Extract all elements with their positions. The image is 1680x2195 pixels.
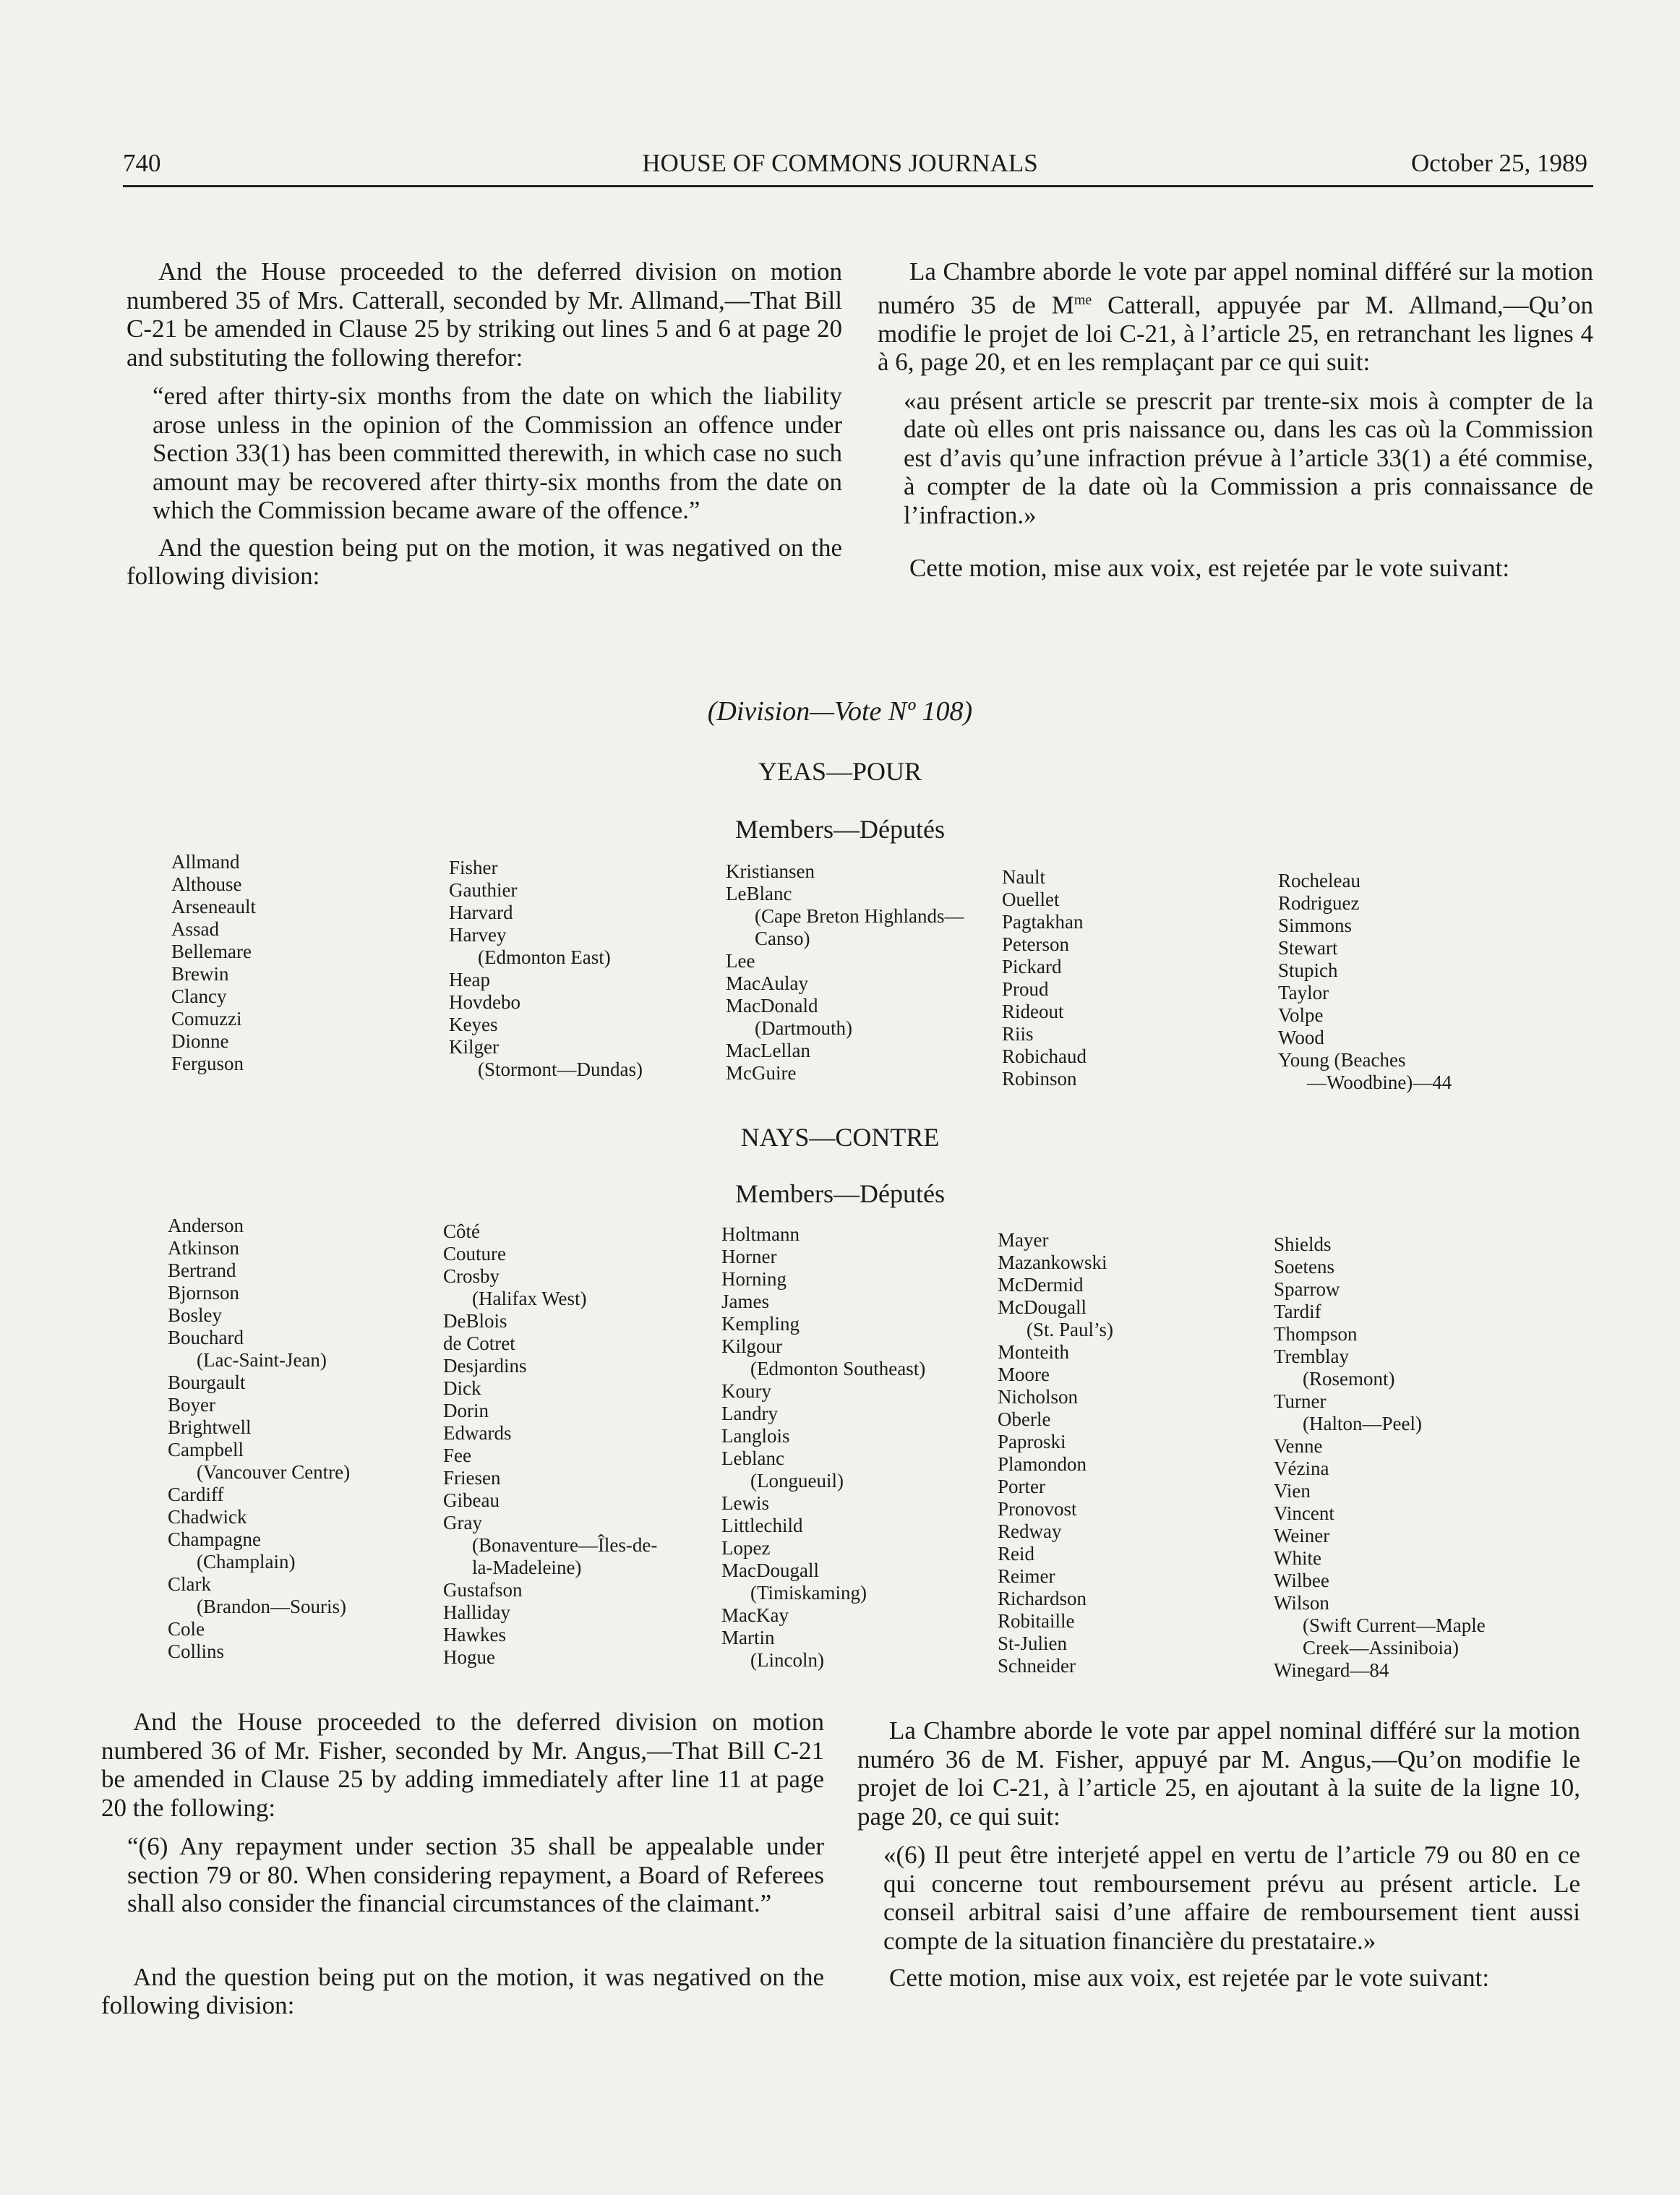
member-name: Monteith (998, 1341, 1069, 1363)
member-name: Côté (443, 1220, 480, 1242)
member-riding: (Champlain) (197, 1551, 296, 1573)
member-riding: (Timiskaming) (750, 1582, 867, 1604)
member-riding: Creek—Assiniboia) (1303, 1637, 1459, 1659)
yeas-column-1 (171, 851, 256, 1075)
nays-column-2 (443, 1220, 657, 1669)
member-name: Kempling (721, 1313, 800, 1335)
member-name: Atkinson (168, 1237, 240, 1259)
member-name: Riis (1002, 1023, 1034, 1045)
motion-35-quote-en: “ered after thirty-six months from the date on which the liability arose unless in the opinion of the Commission an offence under Section 33(1) has been committed therewith, in which case no such amount may be recovered after thirty-six months from the date on which the Commission became aware of the offence.” (153, 382, 842, 524)
member-name: Althouse (171, 873, 242, 895)
member-name: Vien (1274, 1480, 1311, 1502)
member-name: de Cotret (443, 1332, 515, 1354)
member-name: MacDougall (721, 1559, 819, 1581)
motion-35-intro-fr-a: La Chambre aborde le vote par appel nominal différé sur la motion numéro 35 de M (878, 257, 1593, 320)
member-name: Cole (168, 1618, 205, 1640)
member-name: Dick (443, 1377, 481, 1399)
member-name: Pronovost (998, 1498, 1077, 1520)
member-name: Kristiansen (726, 860, 815, 882)
member-name: Gray (443, 1512, 482, 1533)
member-name: Redway (998, 1520, 1062, 1542)
motion-35-question-fr: Cette motion, mise aux voix, est rejetée par le vote suivant: (909, 554, 1510, 583)
member-name: Paproski (998, 1431, 1066, 1452)
member-name: Simmons (1278, 915, 1353, 936)
member-name: Rideout (1002, 1001, 1064, 1022)
member-name: Robinson (1002, 1068, 1077, 1090)
member-name: Fisher (449, 857, 498, 878)
motion-35-intro-fr (878, 257, 1593, 377)
header-rule (123, 185, 1593, 187)
member-name: Horning (721, 1268, 787, 1290)
member-name: Clark (168, 1573, 211, 1595)
member-name: Crosby (443, 1265, 500, 1287)
yeas-column-5 (1278, 870, 1452, 1094)
member-riding: (Stormont—Dundas) (478, 1058, 643, 1080)
member-name: St-Julien (998, 1633, 1068, 1654)
member-name: Couture (443, 1243, 506, 1265)
member-riding: (St. Paul’s) (1027, 1319, 1114, 1340)
member-name: Brightwell (168, 1416, 252, 1438)
member-name: Porter (998, 1476, 1045, 1497)
yeas-column-2 (449, 857, 643, 1081)
motion-35-french (878, 257, 1593, 583)
member-riding: (Vancouver Centre) (197, 1461, 351, 1483)
member-name: Nault (1002, 866, 1045, 888)
member-name: Martin (721, 1627, 775, 1648)
member-name: Friesen (443, 1467, 501, 1489)
member-name: Harvey (449, 924, 507, 946)
member-name: Campbell (168, 1439, 244, 1460)
motion-36-english (101, 1708, 824, 2020)
member-riding: (Swift Current—Maple (1303, 1614, 1486, 1636)
member-name: McDermid (998, 1274, 1084, 1296)
member-name: Wood (1278, 1027, 1324, 1048)
member-name: Collins (168, 1640, 225, 1662)
member-name: Winegard—84 (1274, 1659, 1389, 1681)
member-name: Koury (721, 1380, 771, 1402)
member-name: Heap (449, 969, 490, 990)
member-name: Ouellet (1002, 889, 1060, 910)
member-name: Langlois (721, 1425, 790, 1447)
member-name: Nicholson (998, 1386, 1078, 1408)
member-name: Wilson (1274, 1592, 1329, 1614)
journal-date: October 25, 1989 (1411, 149, 1587, 177)
member-name: Bourgault (168, 1372, 246, 1393)
member-name: Lopez (721, 1537, 771, 1559)
member-name: Fee (443, 1445, 471, 1466)
member-riding: (Bonaventure—Îles-de- (472, 1534, 658, 1556)
member-name: Thompson (1274, 1323, 1358, 1345)
page-number: 740 (123, 149, 161, 177)
member-name: Comuzzi (171, 1008, 242, 1030)
motion-36-intro-en: And the House proceeded to the deferred division on motion numbered 36 of Mr. Fisher, seconded by Mr. Angus,—That Bill C-21 be amended in Clause 25 by adding immediately after line 11 at page 20 the following: (101, 1708, 824, 1822)
member-name: Bosley (168, 1304, 223, 1326)
motion-35-intro-en: And the House proceeded to the deferred division on motion numbered 35 of Mrs. Catterall, seconded by Mr. Allmand,—That Bill C-21 be amended in Clause 25 by striking out lines 5 and 6 at page 20 and substituting the following therefor: (127, 257, 842, 372)
member-riding: Canso) (755, 928, 810, 949)
member-name: Oberle (998, 1408, 1051, 1430)
member-name: Schneider (998, 1655, 1076, 1677)
member-name: Stupich (1278, 959, 1338, 981)
motion-35-quote-fr: «au présent article se prescrit par trente-six mois à compter de la date où elles ont pris naissance ou, dans les cas où la Commission est d’avis qu’une infraction prévue à l’article 33(1) a été commise, à compter de la date où la Commission a pris connaissance de l’infraction.» (904, 386, 1593, 529)
member-name: Edwards (443, 1422, 512, 1444)
division-title: (Division—Vote Nº 108) (707, 696, 973, 727)
member-name: Halliday (443, 1601, 510, 1623)
member-name: Shields (1274, 1233, 1332, 1255)
member-name: Bellemare (171, 941, 252, 962)
member-name: Peterson (1002, 933, 1069, 955)
member-name: Landry (721, 1403, 778, 1424)
member-name: Proud (1002, 978, 1049, 1000)
member-riding: (Halton—Peel) (1303, 1413, 1422, 1434)
member-riding: —Woodbine)—44 (1307, 1071, 1452, 1093)
member-name: Kilger (449, 1036, 499, 1058)
member-name: MacDonald (726, 995, 818, 1017)
member-riding: (Edmonton East) (478, 946, 611, 968)
member-name: Soetens (1274, 1256, 1334, 1278)
member-name: Cardiff (168, 1484, 224, 1505)
member-name: Desjardins (443, 1355, 527, 1377)
motion-36-french (857, 1716, 1580, 1993)
member-name: Dorin (443, 1400, 489, 1421)
motion-35-english (127, 257, 842, 591)
member-name: Chadwick (168, 1506, 247, 1528)
motion-35-intro-fr-sup: me (1073, 291, 1092, 308)
member-name: Taylor (1278, 982, 1329, 1004)
member-riding: (Halifax West) (472, 1288, 587, 1309)
member-name: Hovdebo (449, 991, 520, 1013)
yeas-members-heading: Members—Députés (735, 815, 945, 844)
member-riding: la-Madeleine) (472, 1557, 582, 1578)
member-name: Mazankowski (998, 1251, 1107, 1273)
member-name: Tremblay (1274, 1345, 1350, 1367)
member-name: Rodriguez (1278, 892, 1360, 914)
nays-column-3 (721, 1223, 925, 1672)
member-name: Horner (721, 1246, 777, 1267)
nays-members-heading: Members—Députés (735, 1179, 945, 1208)
motion-35-question-en: And the question being put on the motion, it was negatived on the following division: (127, 533, 842, 590)
member-riding: (Lac-Saint-Jean) (197, 1349, 327, 1371)
member-name: Robitaille (998, 1610, 1075, 1632)
member-name: MacAulay (726, 972, 808, 994)
member-name: Allmand (171, 851, 240, 873)
member-name: Venne (1274, 1435, 1323, 1457)
member-name: Bjornson (168, 1282, 240, 1304)
member-name: MacKay (721, 1604, 789, 1626)
member-name: Brewin (171, 963, 229, 985)
member-name: Holtmann (721, 1223, 800, 1245)
member-name: Dionne (171, 1030, 229, 1052)
member-name: Lewis (721, 1492, 769, 1514)
member-name: Richardson (998, 1588, 1087, 1609)
member-name: Gustafson (443, 1579, 523, 1601)
nays-column-1 (168, 1215, 350, 1663)
member-name: McDougall (998, 1296, 1087, 1318)
yeas-column-4 (1002, 866, 1087, 1090)
member-name: DeBlois (443, 1310, 507, 1332)
member-name: James (721, 1291, 769, 1312)
member-name: Bouchard (168, 1327, 244, 1348)
nays-column-5 (1274, 1233, 1486, 1682)
member-name: Bertrand (168, 1259, 236, 1281)
motion-36-question-en: And the question being put on the motion, it was negatived on the following division: (101, 1962, 824, 2019)
member-name: Volpe (1278, 1004, 1324, 1026)
member-name: MacLellan (726, 1040, 810, 1061)
member-riding: (Dartmouth) (755, 1017, 852, 1039)
member-name: Turner (1274, 1390, 1327, 1412)
nays-column-4 (998, 1229, 1113, 1677)
member-name: Stewart (1278, 937, 1338, 959)
motion-36-quote-en: “(6) Any repayment under section 35 shall be appealable under section 79 or 80. When considering repayment, a Board of Referees shall also consider the financial circumstances of the claimant.” (127, 1832, 824, 1917)
member-name: Assad (171, 918, 219, 940)
motion-36-question-fr: Cette motion, mise aux voix, est rejetée par le vote suivant: (889, 1964, 1490, 1992)
member-name: Boyer (168, 1394, 215, 1416)
member-riding: (Edmonton Southeast) (750, 1358, 926, 1379)
member-name: Keyes (449, 1014, 498, 1035)
member-name: Pickard (1002, 956, 1062, 977)
member-name: Young (Beaches (1278, 1049, 1406, 1071)
member-name: Hogue (443, 1646, 495, 1668)
member-name: Robichaud (1002, 1045, 1087, 1067)
member-name: Tardif (1274, 1301, 1321, 1322)
member-riding: (Rosemont) (1303, 1368, 1395, 1390)
member-name: Vincent (1274, 1502, 1334, 1524)
member-riding: (Longueuil) (750, 1470, 844, 1492)
member-name: Arseneault (171, 896, 256, 917)
member-name: Leblanc (721, 1447, 784, 1469)
member-name: Sparrow (1274, 1278, 1340, 1300)
member-name: Reid (998, 1543, 1034, 1565)
yeas-column-3 (726, 860, 964, 1084)
member-riding: (Brandon—Souris) (197, 1596, 346, 1617)
member-name: Ferguson (171, 1053, 244, 1074)
member-name: Lee (726, 950, 755, 972)
member-name: Rocheleau (1278, 870, 1360, 891)
member-name: Pagtakhan (1002, 911, 1084, 933)
member-riding: (Lincoln) (750, 1649, 824, 1671)
member-name: McGuire (726, 1062, 797, 1084)
journal-title: HOUSE OF COMMONS JOURNALS (642, 149, 1038, 177)
member-name: Hawkes (443, 1624, 506, 1646)
motion-35-intro-fr-b: Catterall, appuyée par M. Allmand,—Qu’on modifie le projet de loi C-21, à l’article 25, en retranchant les lignes 4 à 6, page 20, et en les remplaçant par ce qui suit: (878, 291, 1593, 377)
member-name: Harvard (449, 902, 513, 923)
member-name: White (1274, 1547, 1321, 1569)
member-name: Reimer (998, 1565, 1055, 1587)
member-name: Vézina (1274, 1458, 1329, 1479)
member-name: Littlechild (721, 1515, 803, 1536)
member-name: Mayer (998, 1229, 1049, 1251)
yeas-heading: YEAS—POUR (758, 757, 922, 786)
member-name: Moore (998, 1364, 1050, 1385)
member-name: Gauthier (449, 879, 518, 901)
nays-heading: NAYS—CONTRE (740, 1123, 940, 1152)
member-name: Kilgour (721, 1335, 782, 1357)
motion-36-quote-fr: «(6) Il peut être interjeté appel en vertu de l’article 79 ou 80 en ce qui concerne tout remboursement prévu au présent article. Le conseil arbitral saisi d’une affaire de remboursement tient aussi compte de la situation financière du prestataire.» (883, 1841, 1580, 1955)
member-riding: (Cape Breton Highlands— (755, 905, 964, 927)
member-name: Plamondon (998, 1453, 1087, 1475)
member-name: Weiner (1274, 1525, 1330, 1546)
member-name: Clancy (171, 985, 227, 1007)
member-name: Champagne (168, 1528, 261, 1550)
member-name: Anderson (168, 1215, 244, 1236)
motion-36-intro-fr: La Chambre aborde le vote par appel nominal différé sur la motion numéro 36 de M. Fisher, appuyé par M. Angus,—Qu’on modifie le projet de loi C-21, à l’article 25, en ajoutant à la suite de la ligne 10, page 20, ce qui suit: (857, 1716, 1580, 1831)
member-name: LeBlanc (726, 883, 792, 904)
member-name: Wilbee (1274, 1570, 1329, 1591)
member-name: Gibeau (443, 1489, 500, 1511)
